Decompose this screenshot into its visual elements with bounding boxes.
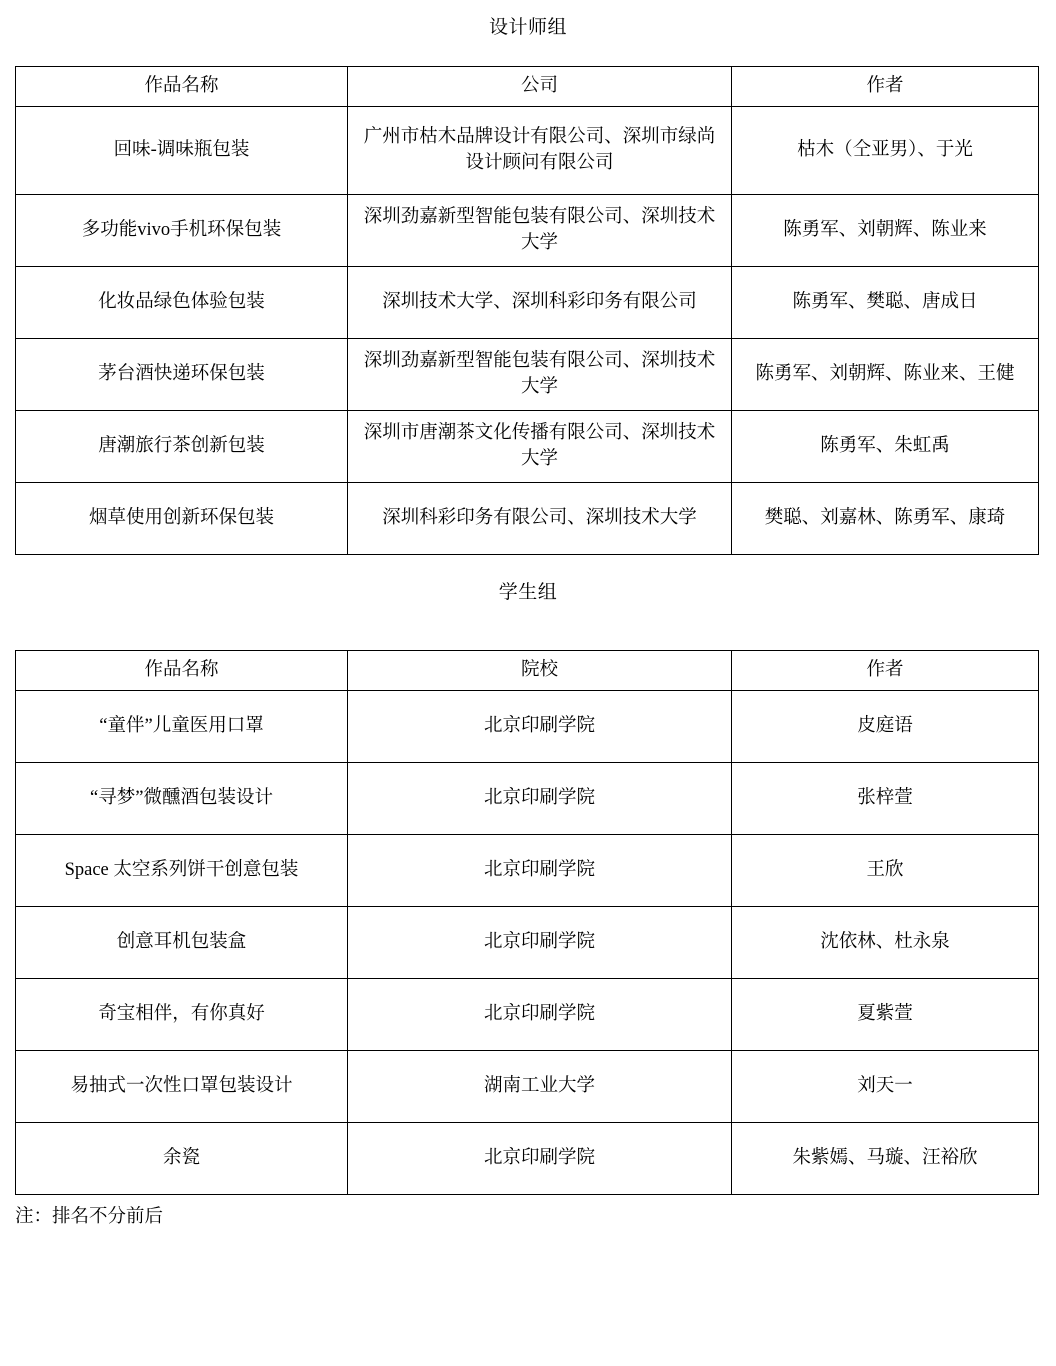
cell-work-name: 奇宝相伴，有你真好 xyxy=(16,978,348,1050)
cell-author: 朱紫嫣、马璇、汪裕欣 xyxy=(732,1122,1039,1194)
cell-company: 深圳科彩印务有限公司、深圳技术大学 xyxy=(348,482,732,554)
footnote-ranking-order: 注：排名不分前后 xyxy=(15,1206,164,1227)
spacer-student xyxy=(0,602,1056,650)
cell-author: 皮庭语 xyxy=(732,690,1039,762)
cell-author: 陈勇军、刘朝辉、陈业来 xyxy=(732,194,1039,266)
cell-work-name: 烟草使用创新环保包装 xyxy=(16,482,348,554)
cell-school: 湖南工业大学 xyxy=(348,1050,732,1122)
cell-company: 深圳市唐潮茶文化传播有限公司、深圳技术大学 xyxy=(348,410,732,482)
table-header-row xyxy=(16,67,1039,107)
table-row xyxy=(16,1050,1039,1122)
cell-work-name: 茅台酒快递环保包装 xyxy=(16,338,348,410)
table-row xyxy=(16,194,1039,266)
cell-author: 陈勇军、刘朝辉、陈业来、王健 xyxy=(732,338,1039,410)
cell-author: 刘天一 xyxy=(732,1050,1039,1122)
designer-section-title: 设计师组 xyxy=(488,17,567,38)
designer-table-wrap xyxy=(0,66,1056,555)
column-header-school: 院校 xyxy=(348,650,732,690)
table-row xyxy=(16,482,1039,554)
cell-work-name: 化妆品绿色体验包装 xyxy=(16,266,348,338)
table-row xyxy=(16,410,1039,482)
table-row xyxy=(16,978,1039,1050)
column-header-work-name: 作品名称 xyxy=(16,67,348,107)
cell-author: 樊聪、刘嘉林、陈勇军、康琦 xyxy=(732,482,1039,554)
cell-school: 北京印刷学院 xyxy=(348,1122,732,1194)
column-header-author: 作者 xyxy=(732,650,1039,690)
student-table-wrap xyxy=(0,650,1056,1195)
cell-author: 王欣 xyxy=(732,834,1039,906)
cell-work-name: 余瓷 xyxy=(16,1122,348,1194)
cell-work-name: 易抽式一次性口罩包装设计 xyxy=(16,1050,348,1122)
designer-award-table xyxy=(15,66,1039,555)
cell-author: 张梓萱 xyxy=(732,762,1039,834)
table-row xyxy=(16,834,1039,906)
cell-work-name: 多功能vivo手机环保包装 xyxy=(16,194,348,266)
table-row xyxy=(16,266,1039,338)
column-header-work-name: 作品名称 xyxy=(16,650,348,690)
table-row xyxy=(16,338,1039,410)
cell-school: 北京印刷学院 xyxy=(348,834,732,906)
cell-company: 广州市枯木品牌设计有限公司、深圳市绿尚设计顾问有限公司 xyxy=(348,106,732,194)
table-row xyxy=(16,1122,1039,1194)
cell-company: 深圳技术大学、深圳科彩印务有限公司 xyxy=(348,266,732,338)
column-header-company: 公司 xyxy=(348,67,732,107)
table-row xyxy=(16,762,1039,834)
table-row xyxy=(16,106,1039,194)
cell-school: 北京印刷学院 xyxy=(348,906,732,978)
cell-author: 夏紫萱 xyxy=(732,978,1039,1050)
cell-work-name: Space 太空系列饼干创意包装 xyxy=(16,834,348,906)
cell-work-name: “寻梦”微醺酒包装设计 xyxy=(16,762,348,834)
cell-author: 枯木（仝亚男）、于光 xyxy=(732,106,1039,194)
table-row xyxy=(16,690,1039,762)
cell-company: 深圳劲嘉新型智能包装有限公司、深圳技术大学 xyxy=(348,338,732,410)
cell-work-name: 回味-调味瓶包装 xyxy=(16,106,348,194)
cell-school: 北京印刷学院 xyxy=(348,978,732,1050)
table-header-row xyxy=(16,650,1039,690)
cell-author: 陈勇军、朱虹禹 xyxy=(732,410,1039,482)
cell-work-name: 唐潮旅行茶创新包装 xyxy=(16,410,348,482)
cell-work-name: “童伴”儿童医用口罩 xyxy=(16,690,348,762)
column-header-author: 作者 xyxy=(732,67,1039,107)
table-row xyxy=(16,906,1039,978)
cell-company: 深圳劲嘉新型智能包装有限公司、深圳技术大学 xyxy=(348,194,732,266)
cell-work-name: 创意耳机包装盒 xyxy=(16,906,348,978)
cell-school: 北京印刷学院 xyxy=(348,690,732,762)
cell-author: 陈勇军、樊聪、唐成日 xyxy=(732,266,1039,338)
cell-school: 北京印刷学院 xyxy=(348,762,732,834)
student-award-table xyxy=(15,650,1039,1195)
spacer-designer xyxy=(0,37,1056,66)
cell-author: 沈依林、杜永泉 xyxy=(732,906,1039,978)
student-section-title: 学生组 xyxy=(498,581,558,603)
